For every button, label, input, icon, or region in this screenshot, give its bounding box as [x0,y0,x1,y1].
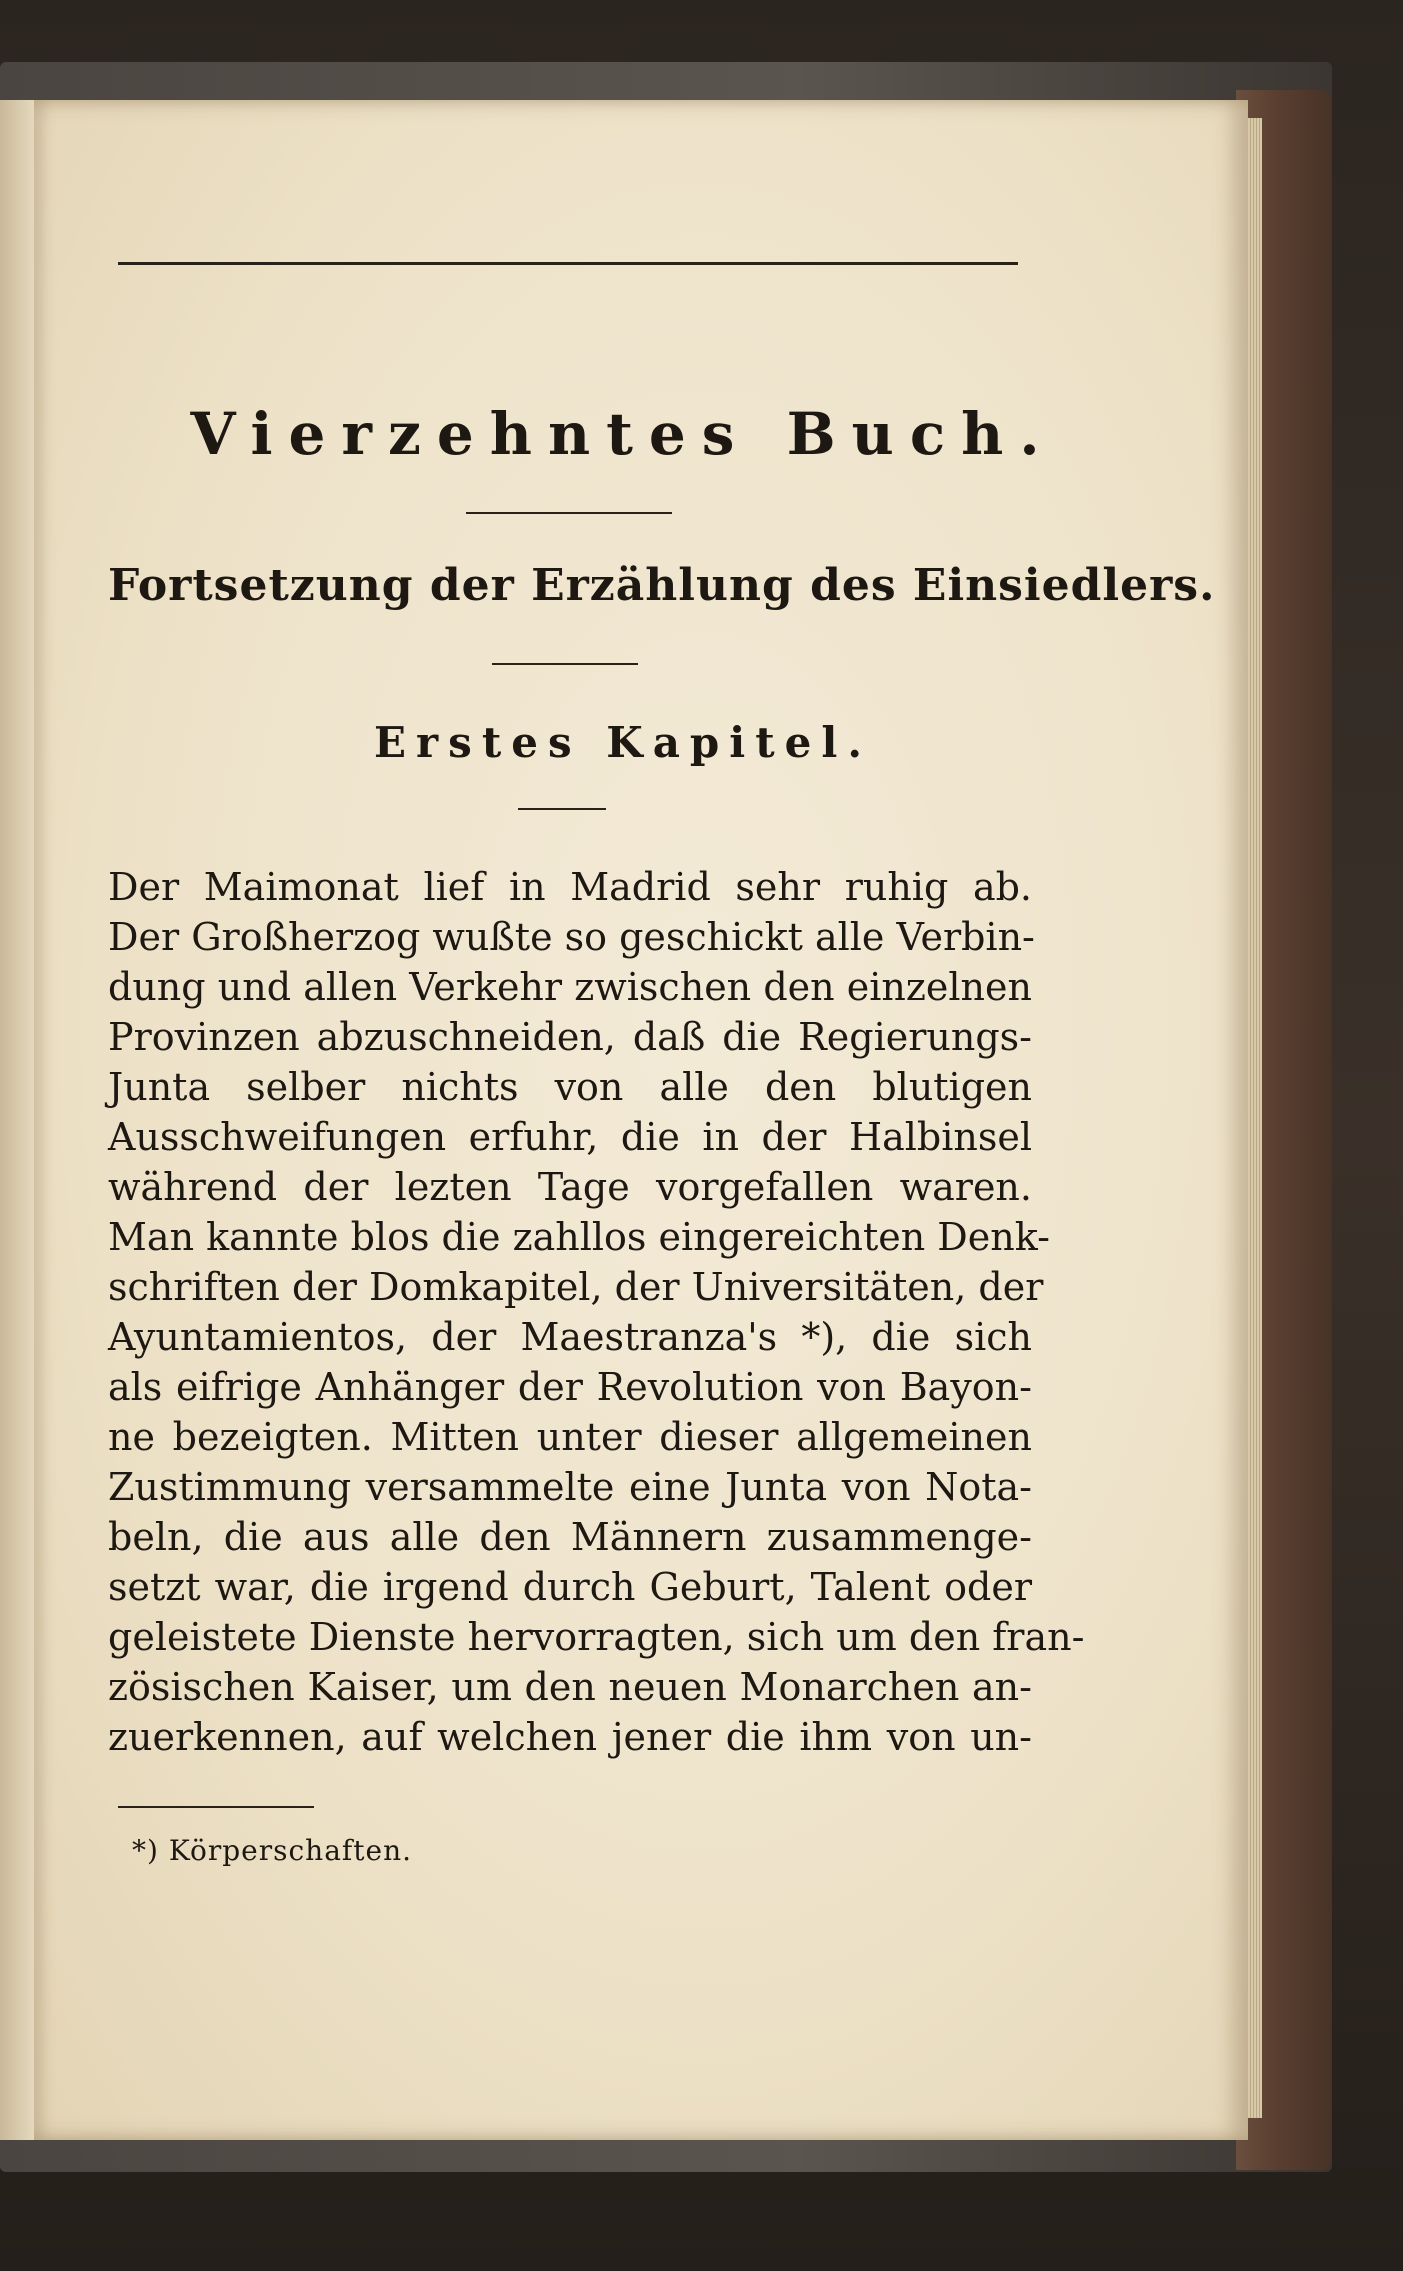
top-rule [118,262,1018,265]
body-line: dung und allen Verkehr zwischen den einzelnen [108,965,1032,1009]
body-line: Junta selber nichts von alle den blutigen [108,1065,1032,1109]
body-line: geleistete Dienste hervorragten, sich um den fran- [108,1615,1085,1659]
body-line: zösischen Kaiser, um den neuen Monarchen an- [108,1665,1032,1709]
body-line: Ausschweifungen erfuhr, die in der Halbinsel [108,1115,1032,1159]
body-line: zuerkennen, auf welchen jener die ihm von un- [108,1715,1032,1759]
book-title: Vierzehntes Buch. [190,400,1056,468]
body-line: schriften der Domkapitel, der Universitäten, der [108,1265,1044,1309]
subtitle-divider [492,663,638,665]
title-divider [466,512,672,514]
chapter-divider [518,808,606,810]
subtitle: Fortsetzung der Erzählung des Einsiedlers. [108,560,1216,611]
body-line: beln, die aus alle den Männern zusammenge- [108,1515,1032,1559]
body-line: Provinzen abzuschneiden, daß die Regierungs- [108,1015,1032,1059]
body-line: Zustimmung versammelte eine Junta von Nota- [108,1465,1032,1509]
body-line: Ayuntamientos, der Maestranza's *), die sich [108,1315,1032,1359]
footnote-rule [118,1806,314,1808]
body-line: Man kannte blos die zahllos eingereichten Denk- [108,1215,1050,1259]
body-line: Der Großherzog wußte so geschickt alle Verbin- [108,915,1035,959]
footnote: *) Körperschaften. [132,1834,413,1867]
body-line: setzt war, die irgend durch Geburt, Talent oder [108,1565,1032,1609]
body-line: als eifrige Anhänger der Revolution von Bayon- [108,1365,1032,1409]
body-line: während der lezten Tage vorgefallen waren. [108,1165,1032,1209]
body-line: Der Maimonat lief in Madrid sehr ruhig ab. [108,865,1032,909]
body-line: ne bezeigten. Mitten unter dieser allgemeinen [108,1415,1032,1459]
chapter-title: Erstes Kapitel. [374,718,872,767]
